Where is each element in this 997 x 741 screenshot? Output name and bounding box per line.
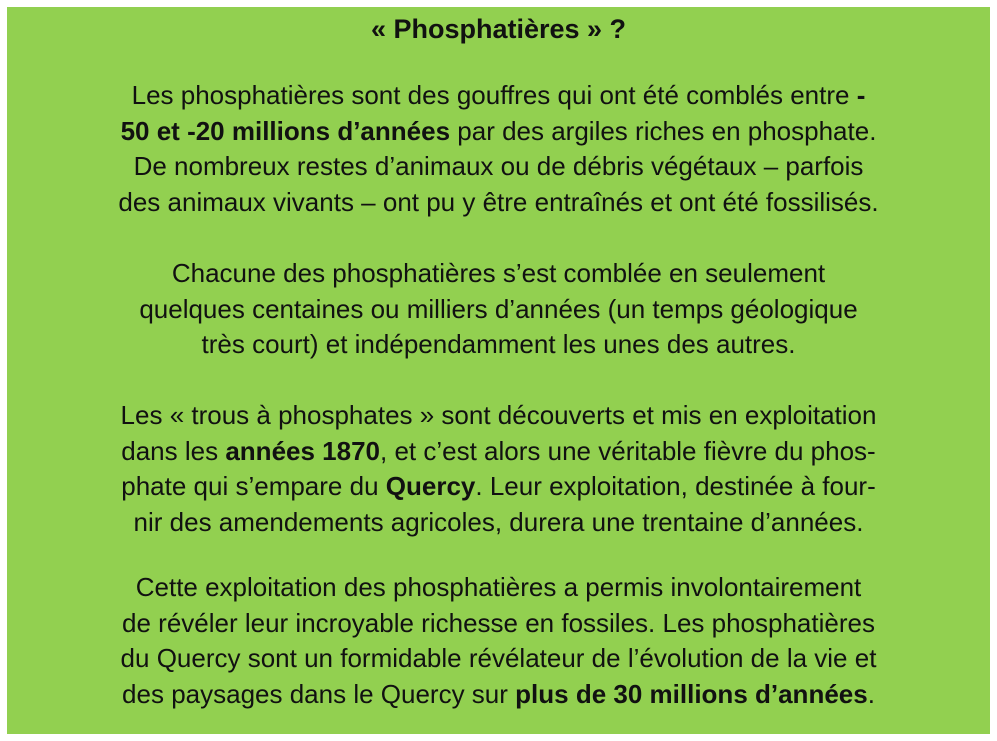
text-line: Cette exploitation des phosphatières a permis involontairement xyxy=(135,572,862,602)
text-line: nir des amendements agricoles, durera une trentaine d’années. xyxy=(133,506,864,537)
panel-title: « Phosphatières » ? xyxy=(370,14,627,44)
info-panel xyxy=(7,7,990,734)
text-line: du Quercy sont un formidable révélateur de l’évolution de la vie et xyxy=(120,643,877,673)
text-line: de révéler leur incroyable richesse en fossiles. Les phosphatières xyxy=(122,607,875,638)
text-line: Les phosphatières sont des gouffres qui ont été comblés entre - xyxy=(131,80,866,110)
text-line: phate qui s’empare du Quercy. Leur exploitation, destinée à four- xyxy=(121,471,876,501)
text-line: très court) et indépendamment les unes des autres. xyxy=(201,329,796,359)
paragraph-definition xyxy=(7,78,990,220)
text-line: dans les années 1870, et c’est alors une véritable fièvre du phos- xyxy=(121,435,876,466)
text-line: des animaux vivants – ont pu y être entraînés et ont été fossilisés. xyxy=(118,186,879,217)
paragraph-exploitation xyxy=(7,398,990,540)
text-line: Les « trous à phosphates » sont découverts et mis en exploitation xyxy=(120,400,877,430)
text-line: des paysages dans le Quercy sur plus de 30 millions d’années. xyxy=(122,678,875,709)
text-line: 50 et -20 millions d’années par des argiles riches en phosphate. xyxy=(120,115,877,146)
paragraph-fossils xyxy=(7,570,990,712)
text-line: Chacune des phosphatières s’est comblée en seulement xyxy=(171,258,826,288)
text-line: quelques centaines ou milliers d’années (un temps géologique xyxy=(139,293,858,324)
paragraph-filling xyxy=(7,256,990,363)
text-line: De nombreux restes d’animaux ou de débris végétaux – parfois xyxy=(133,151,864,181)
